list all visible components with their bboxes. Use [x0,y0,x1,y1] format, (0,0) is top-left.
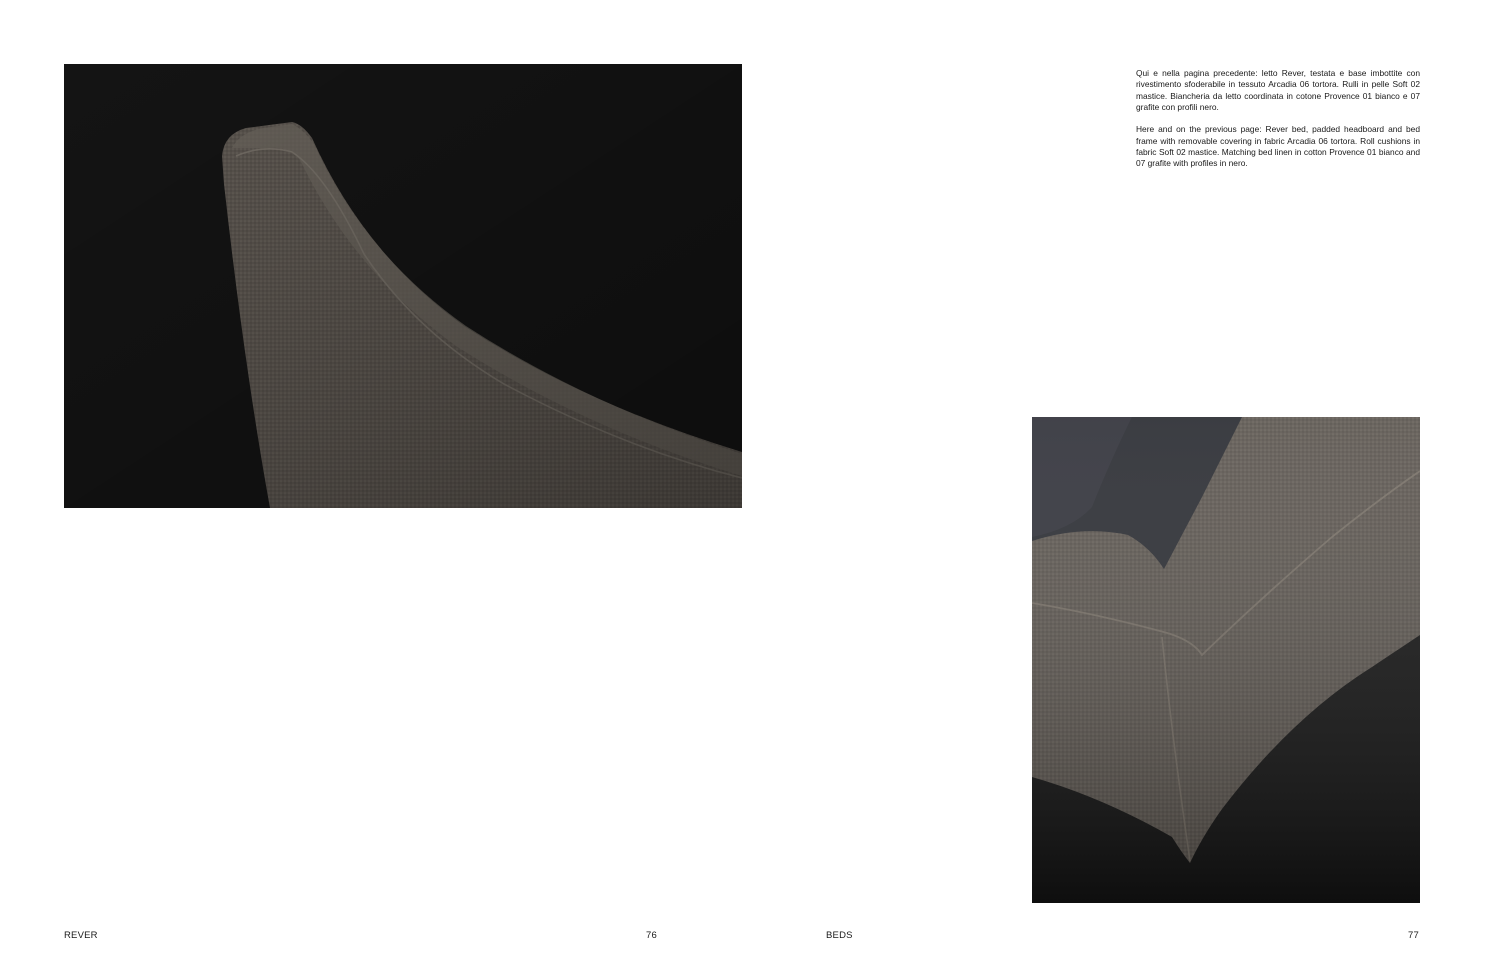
section-title-left: REVER [64,930,98,941]
bed-frame-corner-illustration [1032,417,1420,903]
page-number-left: 76 [646,930,657,941]
caption-italian: Qui e nella pagina precedente: letto Rever, testata e base imbottite con rivestimento sfoderabile in tessuto Arcadia 06 tortora. Rulli in pelle Soft 02 mastice. Biancheria da letto coordinata in cotone Provence 01 bianco e 07 grafite con profili nero. [1136,68,1420,112]
product-caption [1136,68,1420,181]
bed-frame-corner-photo [1032,417,1420,903]
section-title-right: BEDS [826,930,853,941]
page-number-right: 77 [1408,930,1419,941]
headboard-detail-illustration [64,64,742,508]
caption-english: Here and on the previous page: Rever bed, padded headboard and bed frame with removable covering in fabric Arcadia 06 tortora. Roll cushions in fabric Soft 02 mastice. Matching bed linen in cotton Provence 01 bianco and 07 grafite with profiles in nero. [1136,124,1420,169]
headboard-detail-photo [64,64,742,508]
